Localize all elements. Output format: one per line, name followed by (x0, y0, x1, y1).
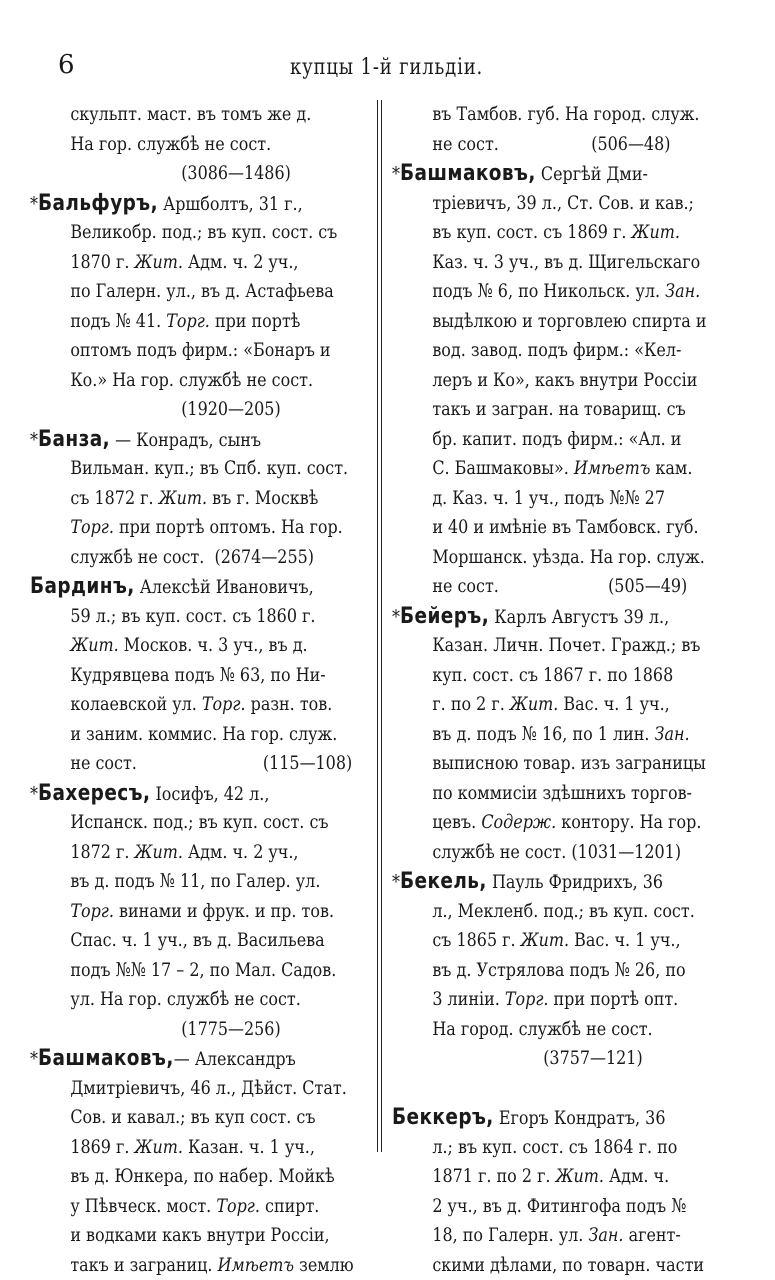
entry-surname: Бейеръ, (400, 604, 489, 629)
text-line: л.; въ куп. сост. съ 1864 г. по (392, 1133, 678, 1163)
text-line: выдѣлкою и торговлею спирта и (392, 307, 678, 337)
running-head: купцы 1-й гильдіи. (290, 54, 483, 82)
entry-spacer (392, 1074, 732, 1104)
entry-reference-number: (506—48) (499, 133, 671, 155)
directory-entry-first-line: *Бахересъ, Іосифъ, 42 л., (30, 779, 316, 809)
text-line: не сост. (115—108) (30, 749, 316, 779)
text-line: Великобр. под.; въ куп. сост. съ (30, 218, 316, 248)
entry-surname: Бардинъ, (30, 574, 135, 599)
text-line: 1870 г. Жит. Адм. ч. 2 уч., (30, 248, 316, 278)
text-line: выписною товар. изъ заграницы (392, 749, 678, 779)
entry-reference-number: (1920—205) (30, 395, 316, 425)
text-line: На город. службѣ не сост. (392, 1015, 678, 1045)
text-line: 18, по Галерн. ул. Зан. агент- (392, 1221, 678, 1251)
text-line: 59 л.; въ куп. сост. съ 1860 г. (30, 602, 316, 632)
text-line: Моршанск. уѣзда. На гор. служ. (392, 543, 678, 573)
text-line: въ Тамбов. губ. На город. служ. (392, 100, 678, 130)
entry-surname: Башмаковъ, (38, 1046, 174, 1071)
left-column (30, 100, 370, 1280)
text-line: и 40 и имѣніе въ Тамбовск. губ. (392, 513, 678, 543)
directory-entry-first-line: *Банза, — Конрадъ, сынъ (30, 425, 316, 455)
right-column (392, 100, 732, 1280)
text-line: Сов. и кавал.; въ куп сост. съ (30, 1103, 316, 1133)
text-line: и водками какъ внутри Россіи, (30, 1221, 316, 1251)
text-line: Жит. Москов. ч. 3 уч., въ д. (30, 631, 316, 661)
text-line: Дмитріевичъ, 46 л., Дѣйст. Стат. (30, 1074, 316, 1104)
text-line: 3 линіи. Торг. при портѣ опт. (392, 985, 678, 1015)
text-line: колаевской ул. Торг. разн. тов. (30, 690, 316, 720)
text-line: Каз. ч. 3 уч., въ д. Щигельскаго (392, 248, 678, 278)
text-line: въ куп. сост. съ 1869 г. Жит. (392, 218, 678, 248)
text-line: 1871 г. по 2 г. Жит. Адм. ч. (392, 1162, 678, 1192)
text-line: службѣ не сост. (2674—255) (30, 543, 316, 573)
text-line: Торг. винами и фрук. и пр. тов. (30, 897, 316, 927)
page-number: 6 (58, 50, 75, 80)
entry-surname: Банза, (38, 427, 110, 452)
text-line: въ д. подъ № 11, по Галер. ул. (30, 867, 316, 897)
text-line: На гор. службѣ не сост. (30, 130, 316, 160)
text-line: Вильман. куп.; въ Спб. куп. сост. (30, 454, 316, 484)
text-line: бр. капит. подъ фирм.: «Ал. и (392, 425, 678, 455)
text-line: не сост. (505—49) (392, 572, 678, 602)
text-line: Спас. ч. 1 уч., въ д. Васильева (30, 926, 316, 956)
text-line: Ко.» На гор. службѣ не сост. (30, 366, 316, 396)
entry-reference-number: (3757—121) (392, 1044, 678, 1074)
entry-surname: Бекель, (400, 869, 487, 894)
entry-surname: Бахересъ, (38, 781, 150, 806)
entry-reference-number: (505—49) (499, 575, 687, 597)
entry-surname: Башмаковъ, (400, 161, 536, 186)
entry-reference-number: (2674—255) (214, 546, 314, 568)
text-line: 1872 г. Жит. Адм. ч. 2 уч., (30, 838, 316, 868)
text-line: подъ № 41. Торг. при портѣ (30, 307, 316, 337)
text-line: скульпт. маст. въ томъ же д. (30, 100, 316, 130)
text-line: Казан. Личн. Почет. Гражд.; въ (392, 631, 678, 661)
text-line: по Галерн. ул., въ д. Астафьева (30, 277, 316, 307)
text-line: оптомъ подъ фирм.: «Бонаръ и (30, 336, 316, 366)
text-line: Кудрявцева подъ № 63, по Ни- (30, 661, 316, 691)
directory-entry-first-line: *Бальфуръ, Аршболтъ, 31 г., (30, 189, 316, 219)
directory-entry-first-line: *Бейеръ, Карлъ Августъ 39 л., (392, 602, 678, 632)
text-line: 2 уч., въ д. Фитингофа подъ № (392, 1192, 678, 1222)
column-divider (377, 100, 378, 1152)
column-divider (381, 100, 382, 1152)
text-line: г. по 2 г. Жит. Вас. ч. 1 уч., (392, 690, 678, 720)
text-line: въ д. подъ № 16, по 1 лин. Зан. (392, 720, 678, 750)
text-line: скими дѣлами, по товарн. части (392, 1251, 678, 1280)
text-line: въ д. Юнкера, по набер. Мойкѣ (30, 1162, 316, 1192)
text-line: ул. На гор. службѣ не сост. (30, 985, 316, 1015)
entry-reference-number: (1775—256) (30, 1015, 316, 1045)
text-line: тріевичъ, 39 л., Ст. Сов. и кав.; (392, 189, 678, 219)
text-line: С. Башмаковы». Имѣетъ кам. (392, 454, 678, 484)
text-line: по коммисіи здѣшнихъ торгов- (392, 779, 678, 809)
directory-entry-first-line: *Бекель, Пауль Фридрихъ, 36 (392, 867, 678, 897)
directory-entry-first-line: Беккеръ, Егоръ Кондратъ, 36 (392, 1103, 678, 1133)
entry-surname: Беккеръ, (392, 1105, 494, 1130)
text-line: такъ и загран. на товарищ. съ (392, 395, 678, 425)
text-line: съ 1872 г. Жит. въ г. Москвѣ (30, 484, 316, 514)
text-line: подъ №№ 17 – 2, по Мал. Садов. (30, 956, 316, 986)
text-line: такъ и заграниц. Имѣетъ землю (30, 1251, 316, 1280)
directory-entry-first-line: Бардинъ, Алексѣй Ивановичъ, (30, 572, 316, 602)
text-line: 1869 г. Жит. Казан. ч. 1 уч., (30, 1133, 316, 1163)
text-line: и заним. коммис. На гор. служ. (30, 720, 316, 750)
text-line: д. Каз. ч. 1 уч., подъ №№ 27 (392, 484, 678, 514)
entry-surname: Бальфуръ, (38, 191, 158, 216)
text-line: не сост. (506—48) (392, 130, 678, 160)
entry-reference-number: (115—108) (137, 752, 352, 774)
text-line: Испанск. под.; въ куп. сост. съ (30, 808, 316, 838)
text-line: леръ и Ко», какъ внутри Россіи (392, 366, 678, 396)
text-line: въ д. Устрялова подъ № 26, по (392, 956, 678, 986)
entry-reference-number: (1031—1201) (571, 841, 681, 863)
text-line: вод. завод. подъ фирм.: «Кел- (392, 336, 678, 366)
text-line: куп. сост. съ 1867 г. по 1868 (392, 661, 678, 691)
text-line: съ 1865 г. Жит. Вас. ч. 1 уч., (392, 926, 678, 956)
directory-entry-first-line: *Башмаковъ, Сергѣй Дми- (392, 159, 678, 189)
text-line: цевъ. Содерж. контору. На гор. (392, 808, 678, 838)
entry-reference-number: (3086—1486) (30, 159, 316, 189)
text-line: службѣ не сост. (1031—1201) (392, 838, 678, 868)
text-line: подъ № 6, по Никольск. ул. Зан. (392, 277, 678, 307)
text-line: у Пѣвческ. мост. Торг. спирт. (30, 1192, 316, 1222)
text-line: Торг. при портѣ оптомъ. На гор. (30, 513, 316, 543)
directory-entry-first-line: *Башмаковъ,— Александръ (30, 1044, 316, 1074)
text-line: л., Мекленб. под.; въ куп. сост. (392, 897, 678, 927)
